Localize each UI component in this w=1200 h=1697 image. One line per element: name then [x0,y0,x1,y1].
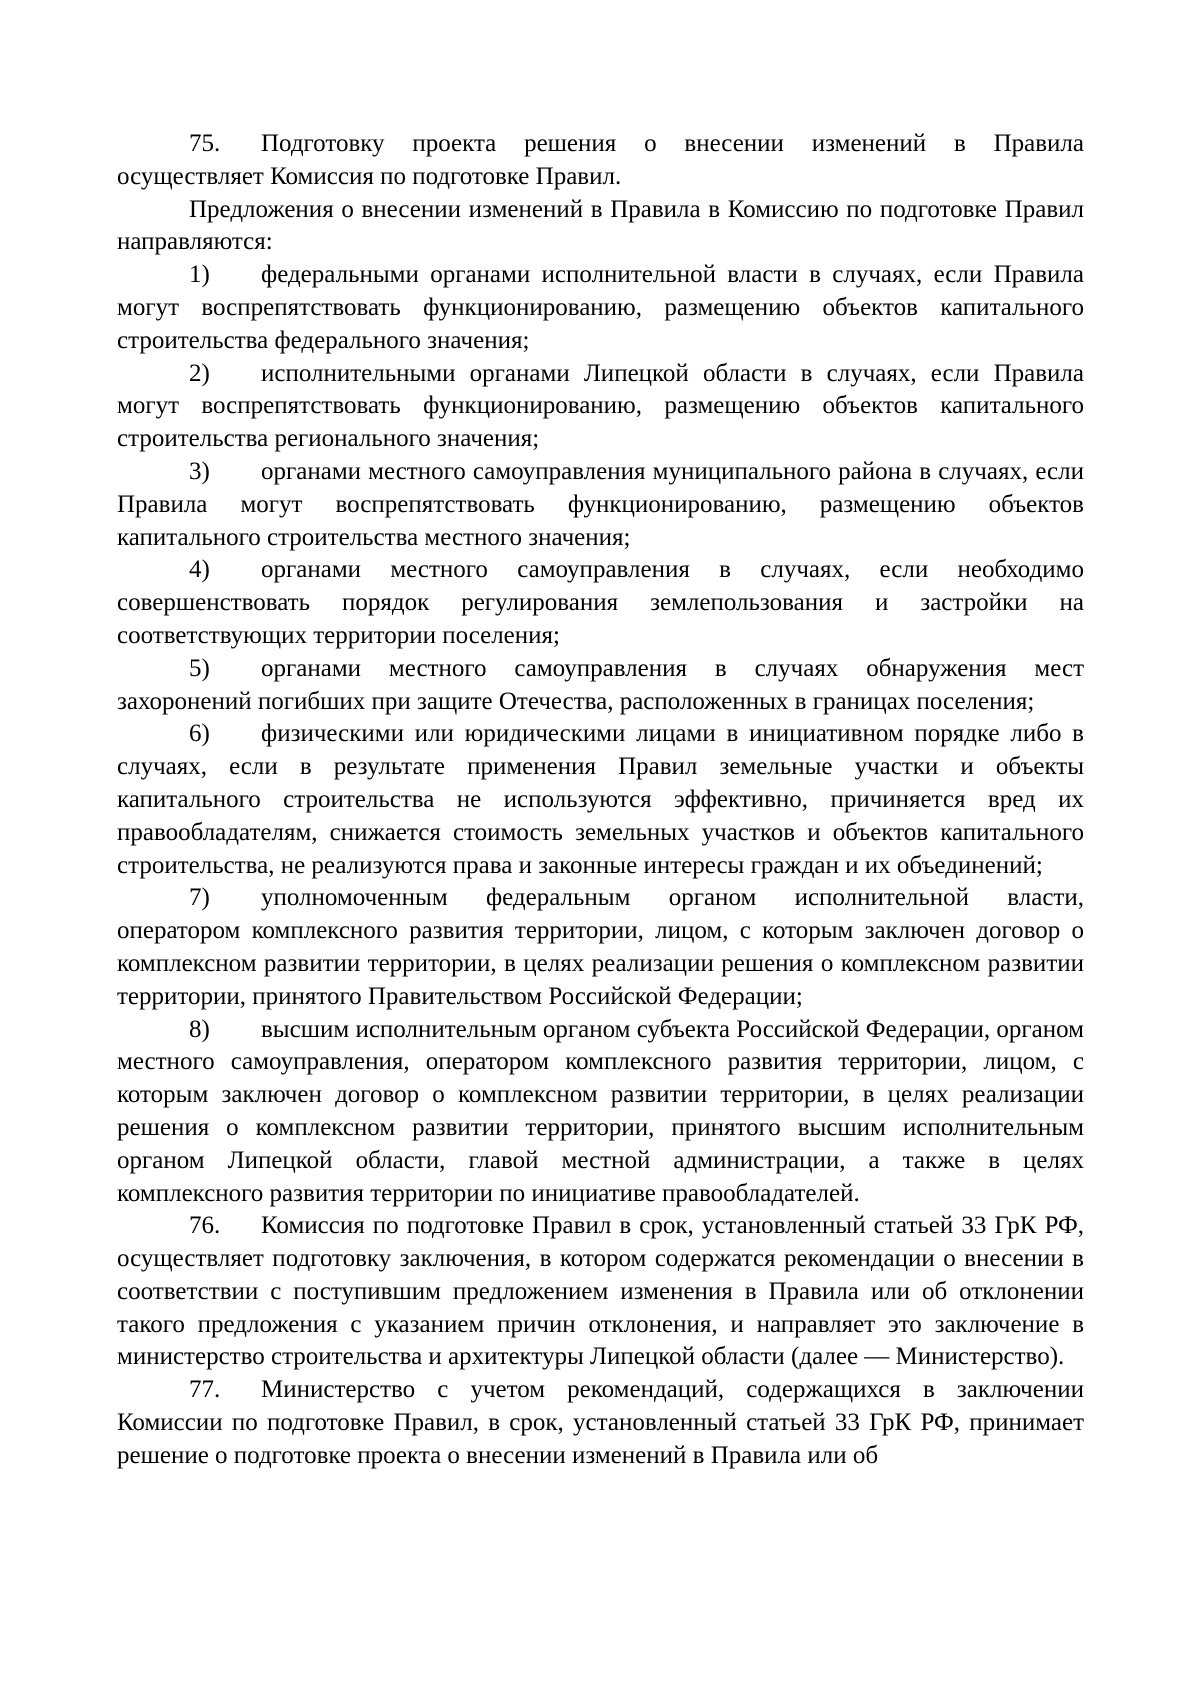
list-item-7 [117,882,1084,1013]
list-item-2 [117,358,1084,456]
list-item-1 [117,259,1084,357]
list-item-text: органами местного самоуправления в случаях обнаружения мест захоронений погибших при защите Отечества, расположенных в границах поселения; [117,654,1084,715]
list-item-text: физическими или юридическими лицами в инициативном порядке либо в случаях, если в результате применения Правил земельные участки и объекты капитального строительства не используются эффективно, причиняется вред их правообладателям, снижается стоимость земельных участков и объектов капитального строительства, не реализуются права и законные интересы граждан и их объединений; [117,720,1084,879]
paragraph-text: Министерство с учетом рекомендаций, содержащихся в заключении Комиссии по подготовке Правил, в срок, установленный статьей 33 ГрК РФ, принимает решение о подготовке проекта о внесении изменений в Правила или об [117,1376,1084,1469]
paragraph-text: Предложения о внесении изменений в Правила в Комиссию по подготовке Правил направляются: [117,195,1084,256]
list-item-number: 1) [189,261,210,289]
paragraph-text: Комиссия по подготовке Правил в срок, установленный статьей 33 ГрК РФ, осуществляет подготовку заключения, в котором содержатся рекомендации о внесении в соответствии с поступившим предложением изменения в Правила или об отклонении такого предложения с указанием причин отклонения, и направляет это заключение в министерство строительства и архитектуры Липецкой области (далее — Министерство). [117,1212,1084,1371]
list-item-text: органами местного самоуправления муниципального района в случаях, если Правила могут воспрепятствовать функционированию, размещению объектов капитального строительства местного значения; [117,457,1084,551]
list-item-3 [117,456,1084,554]
list-item-5 [117,653,1084,719]
paragraph-proposals-intro [117,194,1084,260]
list-item-6 [117,718,1084,882]
paragraph-76 [117,1210,1084,1374]
list-item-text: исполнительными органами Липецкой области в случаях, если Правила могут воспрепятствовать функционированию, размещению объектов капитального строительства регионального значения; [117,359,1084,453]
paragraph-number: 75. [189,130,221,157]
list-item-number: 4) [189,556,210,584]
list-item-number: 7) [189,884,210,912]
paragraph-text: Подготовку проекта решения о внесении изменений в Правила осуществляет Комиссия по подготовке Правил. [117,130,1084,190]
list-item-number: 3) [189,457,210,485]
paragraph-77 [117,1374,1084,1472]
list-item-4 [117,554,1084,652]
list-item-number: 2) [189,359,210,387]
list-item-text: органами местного самоуправления в случаях, если необходимо совершенствовать порядок регулирования землепользования и застройки на соответствующих территории поселения; [117,556,1084,649]
list-item-text: уполномоченным федеральным органом исполнительной власти, оператором комплексного развития территории, лицом, с которым заключен договор о комплексном развитии территории, в целях реализации решения о комплексном развитии территории, принятого Правительством Российской Федерации; [117,884,1084,1010]
paragraph-number: 77. [189,1376,221,1404]
paragraph-number: 76. [189,1212,221,1240]
list-item-number: 6) [189,720,210,748]
list-item-number: 8) [189,1015,210,1043]
document-page [117,128,1084,1473]
paragraph-75 [117,128,1084,194]
list-item-number: 5) [189,654,210,682]
list-item-8 [117,1014,1084,1211]
list-item-text: федеральными органами исполнительной власти в случаях, если Правила могут воспрепятствовать функционированию, размещению объектов капитального строительства федерального значения; [117,261,1084,354]
list-item-text: высшим исполнительным органом субъекта Российской Федерации, органом местного самоуправления, оператором комплексного развития территории, лицом, с которым заключен договор о комплексном развитии территории, в целях реализации решения о комплексном развитии территории, принятого высшим исполнительным органом Липецкой области, главой местной администрации, а также в целях комплексного развития территории по инициативе правообладателей. [117,1015,1084,1207]
